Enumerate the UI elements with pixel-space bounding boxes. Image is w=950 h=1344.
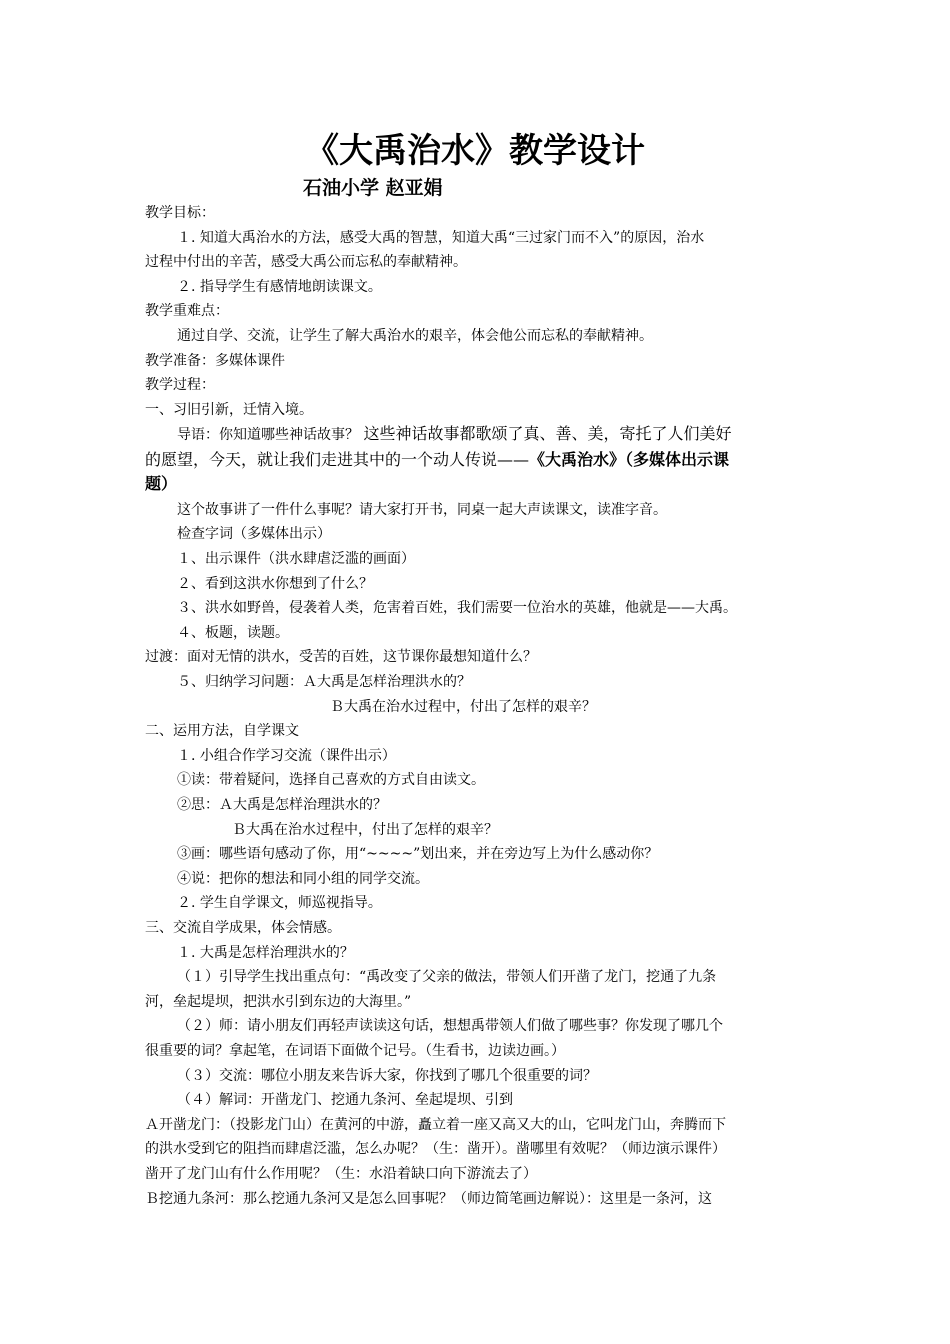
- text-line: Ｂ大禹在治水过程中，付出了怎样的艰辛？: [330, 699, 596, 715]
- section-heading: 一、习旧引新，迁情入境。: [145, 402, 313, 418]
- text-line: ②思：Ａ大禹是怎样治理洪水的？: [177, 797, 387, 813]
- text-line: 检查字词（多媒体出示）: [177, 526, 331, 542]
- text-line: ③画：哪些语句感动了你，用“~~~~”划出来，并在旁边写上为什么感动你？: [177, 846, 659, 862]
- text-line: （３）交流：哪位小朋友来告诉大家，你找到了哪几个很重要的词？: [177, 1068, 597, 1084]
- text-line: 过渡：面对无情的洪水，受苦的百姓，这节课你最想知道什么？: [145, 649, 537, 665]
- bold-span: 《大禹治水》（多媒体出示课: [529, 450, 730, 469]
- author-line: 石油小学 赵亚娟: [303, 177, 443, 199]
- text-line: １. 大禹是怎样治理洪水的？: [177, 945, 354, 961]
- document-title: 《大禹治水》教学设计: [305, 131, 645, 171]
- text-line: ４、板题，读题。: [177, 625, 289, 641]
- text-span: 导语：你知道哪些神话故事？: [177, 427, 364, 443]
- text-line: Ｂ大禹在治水过程中，付出了怎样的艰辛？: [232, 822, 498, 838]
- text-line: ④说：把你的想法和同小组的同学交流。: [177, 871, 429, 887]
- section-heading: 二、运用方法，自学课文: [145, 723, 299, 739]
- text-line: ２. 指导学生有感情地朗读课文。: [177, 279, 382, 295]
- text-line: （４）解词：开凿龙门、挖通九条河、垒起堤坝、引到: [177, 1092, 513, 1108]
- text-line: 这个故事讲了一件什么事呢？请大家打开书，同桌一起大声读课文，读准字音。: [177, 502, 667, 518]
- text-line: 很重要的词？拿起笔，在词语下面做个记号。（生看书，边读边画。）: [145, 1043, 565, 1059]
- text-line: [177, 424, 731, 445]
- text-line: ①读：带着疑问，选择自己喜欢的方式自由读文。: [177, 772, 485, 788]
- section-heading: 教学重难点：: [145, 303, 229, 319]
- text-line: 凿开了龙门山有什么作用呢？（生：水沿着缺口向下游流去了）: [145, 1166, 537, 1182]
- text-line: 教学目标：: [145, 205, 215, 221]
- text-line: ２、看到这洪水你想到了什么？: [177, 576, 373, 592]
- section-heading: 教学过程：: [145, 377, 215, 393]
- text-span: 的愿望，今天，就让我们走进其中的一个动人传说——: [145, 450, 530, 469]
- text-line: 的洪水受到它的阻挡而肆虐泛滥，怎么办呢？（生：凿开）。凿哪里有效呢？（师边演示课件）: [145, 1141, 726, 1157]
- text-line: １. 知道大禹治水的方法，感受大禹的智慧，知道大禹“三过家门而不入”的原因，治水: [177, 230, 705, 246]
- text-span: 这些神话故事都歌颂了真、善、美，寄托了人们美好: [363, 424, 732, 443]
- text-line: ３、洪水如野兽，侵袭着人类，危害着百姓，我们需要一位治水的英雄，他就是——大禹。: [177, 600, 737, 616]
- section-heading: 三、交流自学成果，体会情感。: [145, 920, 341, 936]
- text-line: ５、归纳学习问题：Ａ大禹是怎样治理洪水的？: [177, 674, 471, 690]
- text-line: 题）: [145, 474, 178, 493]
- text-line: 河，垒起堤坝，把洪水引到东边的大海里。”: [145, 994, 412, 1010]
- text-line: 通过自学、交流，让学生了解大禹治水的艰辛，体会他公而忘私的奉献精神。: [177, 328, 653, 344]
- text-line: 过程中付出的辛苦，感受大禹公而忘私的奉献精神。: [145, 254, 467, 270]
- text-line: Ｂ挖通九条河：那么挖通九条河又是怎么回事呢？（师边简笔画边解说）：这里是一条河，这: [145, 1191, 712, 1207]
- text-line: Ａ开凿龙门：（投影龙门山）在黄河的中游，矗立着一座又高又大的山，它叫龙门山，奔腾而下: [145, 1117, 726, 1133]
- text-line: [145, 450, 729, 470]
- text-line: ２. 学生自学课文，师巡视指导。: [177, 895, 382, 911]
- text-line: 教学准备：多媒体课件: [145, 353, 285, 369]
- text-line: １、出示课件（洪水肆虐泛滥的画面）: [177, 551, 415, 567]
- text-line: （１）引导学生找出重点句：“禹改变了父亲的做法，带领人们开凿了龙门，挖通了九条: [177, 969, 717, 985]
- text-line: １. 小组合作学习交流（课件出示）: [177, 748, 396, 764]
- text-line: （２）师：请小朋友们再轻声读读这句话，想想禹带领人们做了哪些事？你发现了哪几个: [177, 1018, 723, 1034]
